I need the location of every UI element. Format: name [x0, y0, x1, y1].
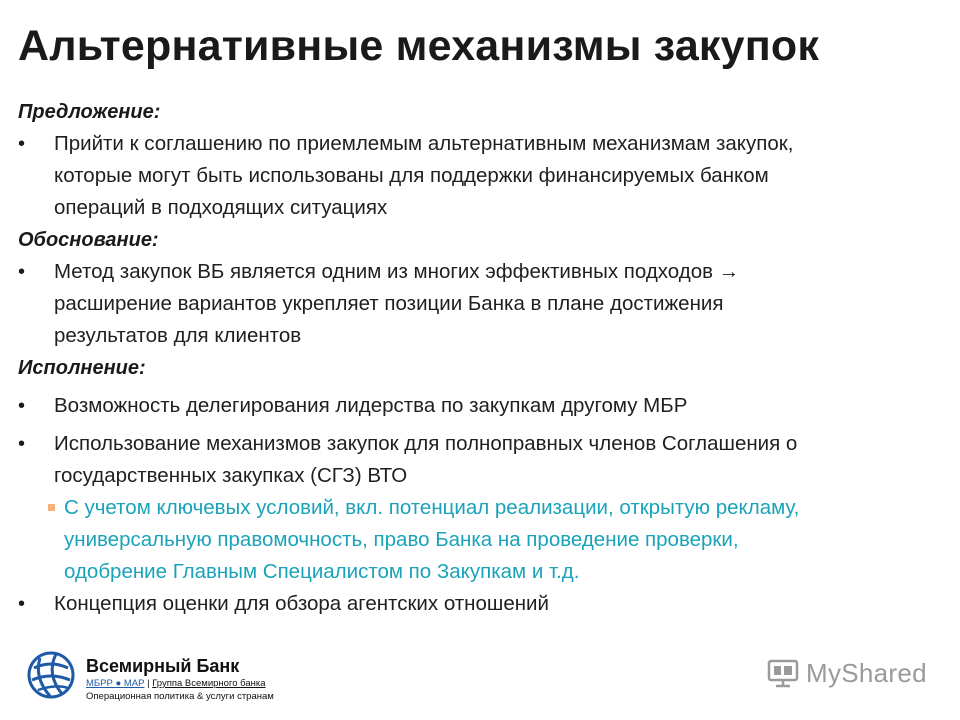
- slide-title: Альтернативные механизмы закупок: [18, 22, 820, 70]
- org-links: [86, 677, 274, 690]
- bullet-line-text: Метод закупок ВБ является одним из многих эффективных подходов: [54, 260, 714, 283]
- sub-bullet-conditions: [18, 492, 948, 588]
- ibrd-ida-link[interactable]: МБРР ● МАР: [86, 678, 145, 689]
- bullet-line: расширение вариантов укрепляет позиции Банка в плане достижения: [54, 292, 724, 315]
- watermark: [766, 656, 927, 690]
- org-name: Всемирный Банк: [86, 656, 240, 676]
- section-heading-rationale: Обоснование:: [18, 229, 159, 251]
- section-heading-proposal: Предложение:: [18, 101, 161, 123]
- bullet-line: • Возможность делегирования лидерства по закупкам другому МБР: [54, 394, 688, 417]
- bullet-execution-1: [18, 390, 948, 422]
- bullet-line: • Прийти к соглашению по приемлемым альтернативным механизмам закупок,: [54, 132, 794, 155]
- sub-bullet-line: одобрение Главным Специалистом по Закупкам и т.д.: [64, 560, 580, 583]
- watermark-text: MyShared: [806, 657, 927, 688]
- separator: |: [147, 678, 150, 689]
- bullet-execution-2: [18, 428, 948, 492]
- tagline: Операционная политика & услуги странам: [86, 691, 274, 702]
- bullet-line: государственных закупках (СГЗ) ВТО: [54, 464, 408, 487]
- bullet-line: [54, 256, 948, 288]
- sub-bullet-line: С учетом ключевых условий, вкл. потенциал реализации, открытую рекламу,: [64, 496, 800, 519]
- section-heading-execution: Исполнение:: [18, 357, 146, 379]
- group-name: Группа Всемирного банка: [152, 678, 266, 689]
- slide-content: [18, 96, 948, 620]
- bullet-line: результатов для клиентов: [54, 324, 302, 347]
- bullet-line: • Использование механизмов закупок для полноправных членов Соглашения о: [54, 432, 798, 455]
- bullet-line: операций в подходящих ситуациях: [54, 196, 388, 219]
- bullet-proposal: [18, 128, 948, 224]
- bullet-rationale: [18, 256, 948, 352]
- world-bank-globe-icon: [26, 650, 76, 700]
- bullet-line: которые могут быть использованы для поддержки финансируемых банком: [54, 164, 769, 187]
- footer-branding: [86, 655, 274, 703]
- bullet-execution-3: [18, 588, 948, 620]
- arrow-right-icon: →: [718, 260, 740, 283]
- bullet-line: • Концепция оценки для обзора агентских отношений: [54, 592, 549, 615]
- presentation-screen-icon: [766, 656, 800, 690]
- sub-bullet-line: универсальную правомочность, право Банка на проведение проверки,: [64, 528, 739, 551]
